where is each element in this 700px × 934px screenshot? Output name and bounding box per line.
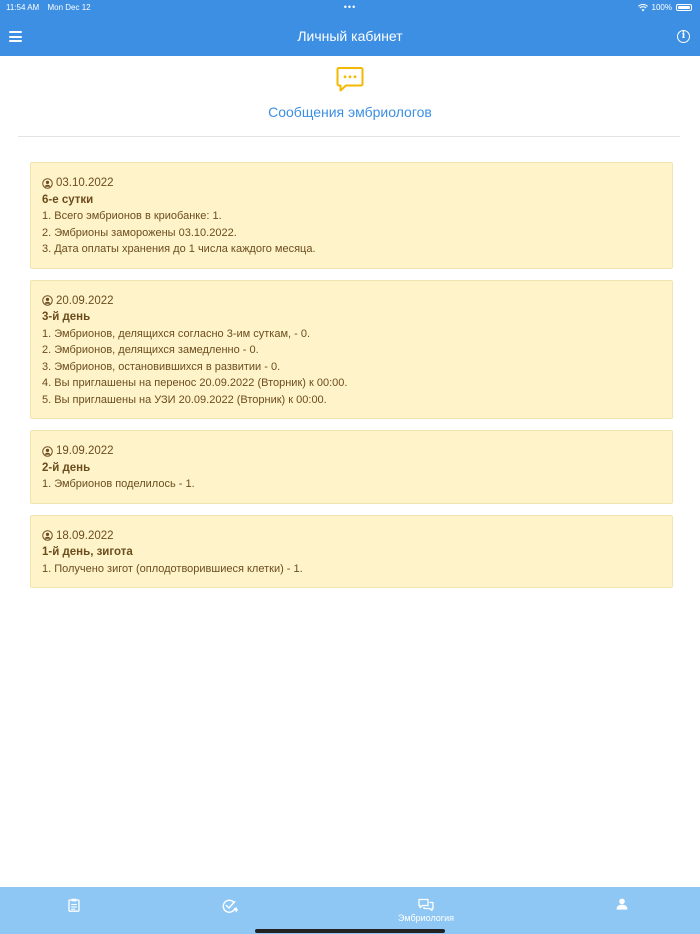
info-icon[interactable]: i <box>677 30 690 43</box>
messages-list <box>30 162 673 599</box>
tab-clipboard[interactable] <box>58 887 90 934</box>
wifi-icon <box>638 4 648 12</box>
home-indicator <box>255 929 445 933</box>
message-date-row <box>42 528 661 545</box>
tab-label-embryology: Эмбриология <box>398 913 454 923</box>
message-date: 03.10.2022 <box>56 177 114 189</box>
message-line: 3. Эмбрионов, остановившихся в развитии - 0. <box>42 360 281 373</box>
message-date-row <box>42 443 661 460</box>
message-day: 1-й день, зигота <box>42 546 133 558</box>
message-line: 1. Эмбрионов поделилось - 1. <box>42 478 195 490</box>
chat-bubble-icon <box>336 66 364 93</box>
user-circle-icon <box>42 178 53 189</box>
clipboard-icon <box>68 898 80 912</box>
message-date: 18.09.2022 <box>56 529 114 542</box>
status-time: 11:54 AM <box>6 3 40 12</box>
message-date-row <box>42 175 661 192</box>
app-header <box>0 0 700 56</box>
tab-calendar-check[interactable] <box>214 887 246 934</box>
message-line: 2. Эмбрионы заморожены 03.10.2022. <box>42 226 237 239</box>
message-day: 2-й день <box>42 461 91 474</box>
message-date: 20.09.2022 <box>56 294 114 307</box>
user-icon <box>616 898 628 910</box>
status-date: Mon Dec 12 <box>47 3 91 12</box>
divider <box>18 136 680 137</box>
message-line: 1. Всего эмбрионов в криобанке: 1. <box>42 210 222 222</box>
message-card <box>30 515 673 589</box>
message-day: 6-е сутки <box>42 193 94 206</box>
tab-profile[interactable] <box>606 887 638 934</box>
user-circle-icon <box>42 295 53 306</box>
calendar-check-icon <box>222 898 238 913</box>
message-line: 3. Дата оплаты хранения до 1 числа каждого месяца. <box>42 243 316 255</box>
user-circle-icon <box>42 530 53 541</box>
section-header <box>0 66 700 120</box>
tab-embryology[interactable] <box>380 887 472 934</box>
message-date-row <box>42 293 661 310</box>
section-title: Сообщения эмбриологов <box>268 104 432 120</box>
multitasking-dots[interactable]: ••• <box>343 2 357 12</box>
battery-percent: 100% <box>651 3 672 12</box>
user-circle-icon <box>42 446 53 457</box>
tab-bar <box>0 887 700 934</box>
message-line: 4. Вы приглашены на перенос 20.09.2022 (Вторник) к 00:00. <box>42 377 348 389</box>
message-line: 1. Эмбрионов, делящихся согласно 3-им суткам, - 0. <box>42 327 311 340</box>
message-line: 2. Эмбрионов, делящихся замедленно - 0. <box>42 344 259 356</box>
message-line: 5. Вы приглашены на УЗИ 20.09.2022 (Вторник) к 00:00. <box>42 393 327 406</box>
message-day: 3-й день <box>42 311 91 323</box>
message-date: 19.09.2022 <box>56 445 114 457</box>
message-card <box>30 162 673 269</box>
message-card <box>30 280 673 420</box>
page-title: Личный кабинет <box>297 28 403 44</box>
message-card <box>30 430 673 504</box>
battery-icon <box>676 4 692 11</box>
status-bar <box>0 0 700 16</box>
message-line: 1. Получено зигот (оплодотворившиеся клетки) - 1. <box>42 562 303 575</box>
chat-icon <box>418 898 434 911</box>
